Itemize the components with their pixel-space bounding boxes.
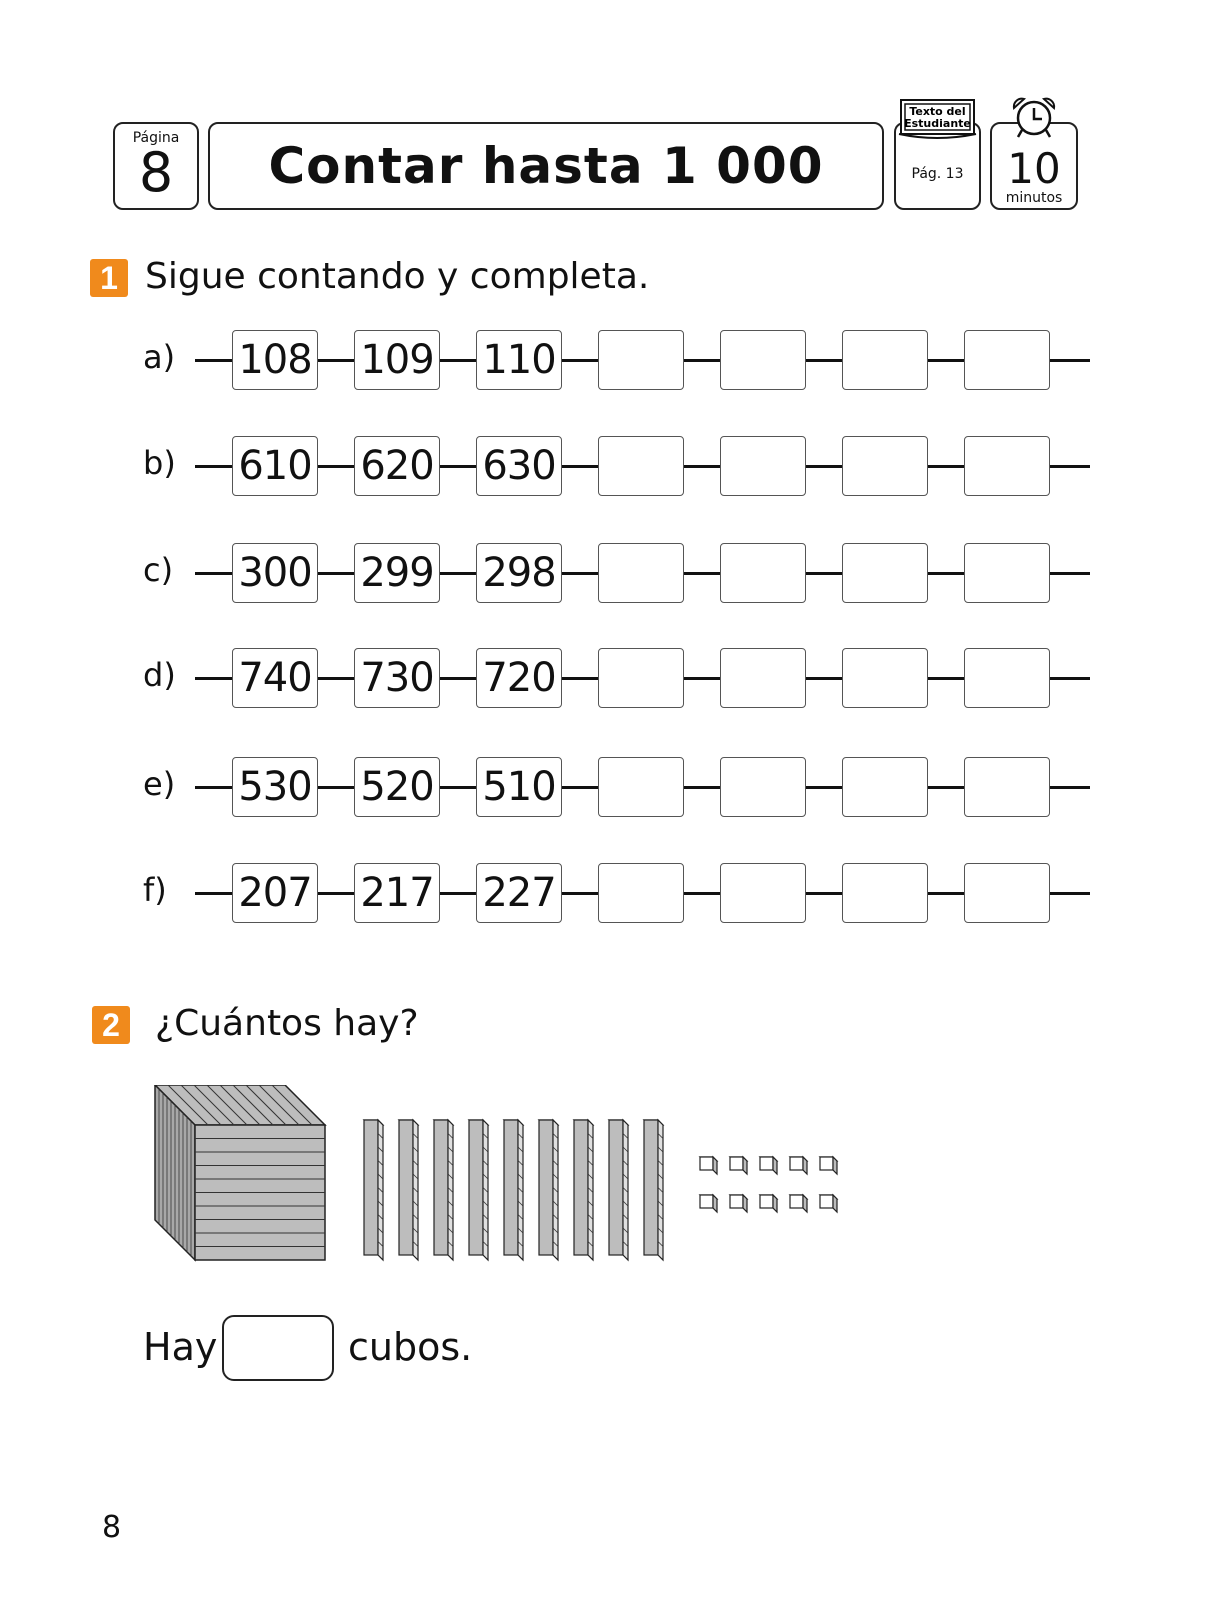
unit-cube [700, 1157, 717, 1174]
unit-cube [820, 1157, 837, 1174]
unit-cube [760, 1195, 777, 1212]
page-number: 8 [138, 141, 174, 204]
answer-cell[interactable] [842, 863, 928, 923]
exercise-2-question: ¿Cuántos hay? [155, 1003, 419, 1044]
book-label-1: Texto del [909, 105, 966, 118]
ten-rod [469, 1120, 488, 1260]
answer-suffix: cubos. [348, 1325, 473, 1369]
ten-rod [574, 1120, 593, 1260]
answer-cell[interactable] [842, 757, 928, 817]
page-number-box [113, 122, 199, 210]
given-number-cell: 620 [354, 436, 440, 496]
answer-cell[interactable] [842, 543, 928, 603]
answer-cell[interactable] [598, 863, 684, 923]
ten-rod [399, 1120, 418, 1260]
ten-rod [434, 1120, 453, 1260]
answer-cell[interactable] [964, 436, 1050, 496]
given-number-cell: 227 [476, 863, 562, 923]
answer-cell[interactable] [842, 648, 928, 708]
answer-cell[interactable] [598, 648, 684, 708]
given-number-cell: 510 [476, 757, 562, 817]
given-number-cell: 530 [232, 757, 318, 817]
base-ten-blocks [150, 1085, 850, 1285]
given-number-cell: 109 [354, 330, 440, 390]
answer-cell[interactable] [720, 436, 806, 496]
ten-rod [504, 1120, 523, 1260]
given-number-cell: 520 [354, 757, 440, 817]
row-label: c) [143, 551, 174, 589]
unit-cube [730, 1157, 747, 1174]
answer-cell[interactable] [720, 757, 806, 817]
row-label: f) [143, 871, 167, 909]
unit-cube [790, 1195, 807, 1212]
answer-cell[interactable] [964, 757, 1050, 817]
answer-prefix: Hay [143, 1325, 218, 1369]
alarm-clock-icon [1006, 94, 1062, 142]
hundred-block [155, 1085, 325, 1260]
title-box [208, 122, 884, 210]
answer-cell[interactable] [598, 436, 684, 496]
ten-rod [609, 1120, 628, 1260]
answer-cell[interactable] [598, 543, 684, 603]
book-label-2: Estudiante [904, 117, 971, 130]
given-number-cell: 217 [354, 863, 440, 923]
given-number-cell: 207 [232, 863, 318, 923]
row-label: b) [143, 444, 176, 482]
unit-cube [760, 1157, 777, 1174]
page-title: Contar hasta 1 000 [268, 137, 824, 195]
answer-input-box[interactable] [222, 1315, 334, 1381]
unit-cube [790, 1157, 807, 1174]
answer-cell[interactable] [598, 330, 684, 390]
answer-cell[interactable] [720, 330, 806, 390]
footer-page-number: 8 [102, 1510, 122, 1545]
given-number-cell: 730 [354, 648, 440, 708]
answer-cell[interactable] [598, 757, 684, 817]
given-number-cell: 630 [476, 436, 562, 496]
answer-cell[interactable] [720, 648, 806, 708]
given-number-cell: 298 [476, 543, 562, 603]
answer-cell[interactable] [964, 863, 1050, 923]
given-number-cell: 740 [232, 648, 318, 708]
unit-cube [820, 1195, 837, 1212]
answer-cell[interactable] [964, 543, 1050, 603]
ten-rod [364, 1120, 383, 1260]
row-label: e) [143, 765, 176, 803]
ten-rod [539, 1120, 558, 1260]
answer-cell[interactable] [842, 330, 928, 390]
answer-cell[interactable] [720, 543, 806, 603]
answer-cell[interactable] [842, 436, 928, 496]
given-number-cell: 610 [232, 436, 318, 496]
book-page-ref: Pág. 13 [911, 166, 964, 182]
given-number-cell: 110 [476, 330, 562, 390]
ten-rod [644, 1120, 663, 1260]
exercise-1-instruction: Sigue contando y completa. [145, 256, 650, 297]
exercise-1-number: 1 [90, 259, 128, 297]
book-icon [897, 96, 978, 140]
given-number-cell: 299 [354, 543, 440, 603]
unit-cube [700, 1195, 717, 1212]
minutes-value: 10 [1007, 144, 1061, 193]
answer-cell[interactable] [964, 330, 1050, 390]
answer-cell[interactable] [720, 863, 806, 923]
row-label: d) [143, 656, 176, 694]
given-number-cell: 300 [232, 543, 318, 603]
minutes-label: minutos [1005, 190, 1063, 206]
answer-cell[interactable] [964, 648, 1050, 708]
unit-cube [730, 1195, 747, 1212]
row-label: a) [143, 338, 176, 376]
exercise-2-number: 2 [92, 1006, 130, 1044]
given-number-cell: 108 [232, 330, 318, 390]
page-label: Página [132, 130, 180, 146]
given-number-cell: 720 [476, 648, 562, 708]
